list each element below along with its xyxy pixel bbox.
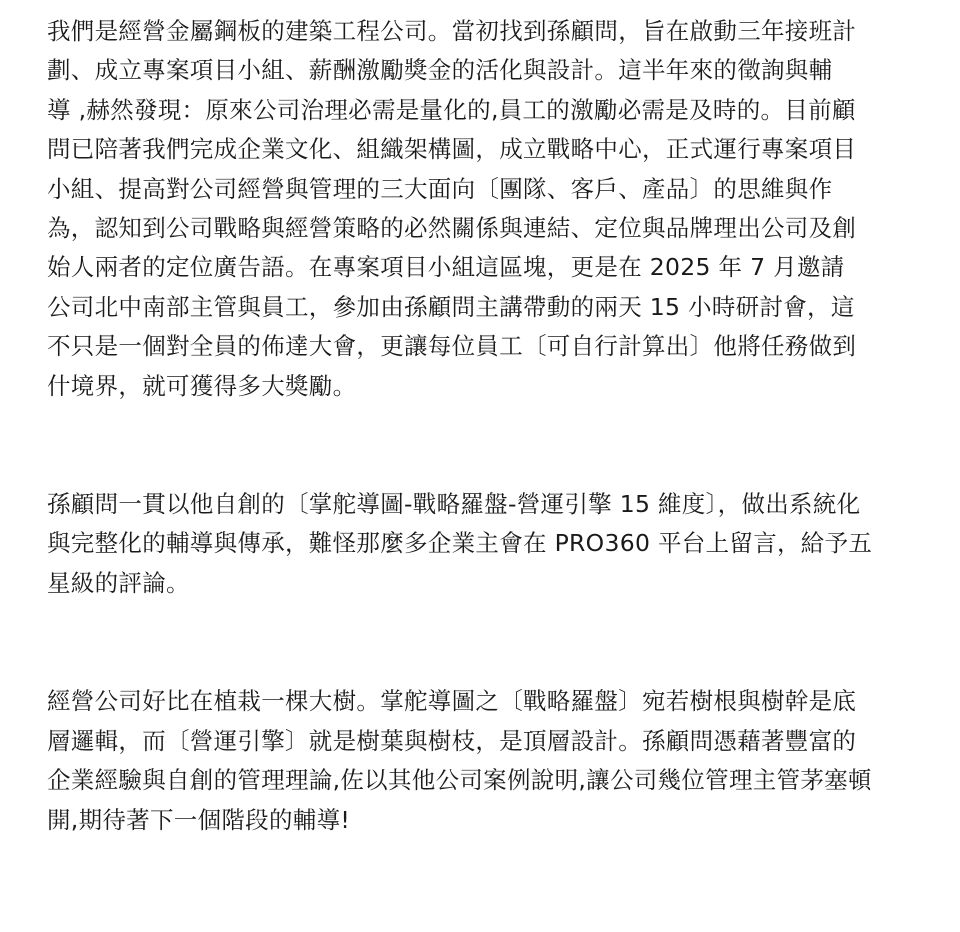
paragraph-2 (47, 485, 927, 603)
paragraph-line: 小組、提高對公司經營與管理的三大面向〔團隊、客戶、產品〕的思維與作 (47, 174, 833, 203)
paragraph-line: 公司北中南部主管與員工，參加由孫顧問主講帶動的兩天 15 小時研討會，這 (47, 292, 855, 321)
paragraph-line: 劃、成立專案項目小組、薪酬激勵獎金的活化與設計。這半年來的徵詢與輔 (47, 56, 833, 85)
paragraph-line: 導 ,赫然發現：原來公司治理必需是量化的,員工的激勵必需是及時的。目前顧 (47, 95, 856, 124)
testimonial-document (47, 12, 927, 840)
paragraph-line: 開,期待著下一個階段的輔導! (47, 805, 351, 834)
paragraph-line: 什境界，就可獲得多大獎勵。 (47, 371, 357, 400)
paragraph-line: 與完整化的輔導與傳承，難怪那麼多企業主會在 PRO360 平台上留言，給予五 (47, 529, 873, 558)
paragraph-line: 問已陪著我們完成企業文化、組織架構圖，成立戰略中心，正式運行專案項目 (47, 135, 857, 164)
paragraph-line: 我們是經營金屬鋼板的建築工程公司。當初找到孫顧問，旨在啟動三年接班計 (47, 17, 857, 45)
paragraph-line: 企業經驗與自創的管理理論,佐以其他公司案例說明,讓公司幾位管理主管茅塞頓 (47, 766, 872, 795)
paragraph-line: 經營公司好比在植栽一棵大樹。掌舵導圖之〔戰略羅盤〕宛若樹根與樹幹是底 (47, 687, 857, 716)
paragraph-line: 孫顧問一貫以他自創的〔掌舵導圖-戰略羅盤-營運引擎 15 維度〕，做出系統化 (47, 490, 861, 519)
paragraph-line: 始人兩者的定位廣告語。在專案項目小組這區塊，更是在 2025 年 7 月邀請 (47, 253, 845, 282)
paragraph-spacer (47, 603, 927, 682)
paragraph-line: 為，認知到公司戰略與經營策略的必然關係與連結、定位與品牌理出公司及創 (47, 214, 857, 243)
paragraph-line: 星級的評論。 (47, 568, 190, 597)
paragraph-line: 層邏輯，而〔營運引擎〕就是樹葉與樹枝，是頂層設計。孫顧問憑藉著豐富的 (47, 726, 857, 755)
paragraph-spacer (47, 406, 927, 485)
paragraph-line: 不只是一個對全員的佈達大會，更讓每位員工〔可自行計算出〕他將任務做到 (47, 332, 857, 361)
paragraph-1 (47, 12, 927, 406)
paragraph-3 (47, 682, 927, 840)
